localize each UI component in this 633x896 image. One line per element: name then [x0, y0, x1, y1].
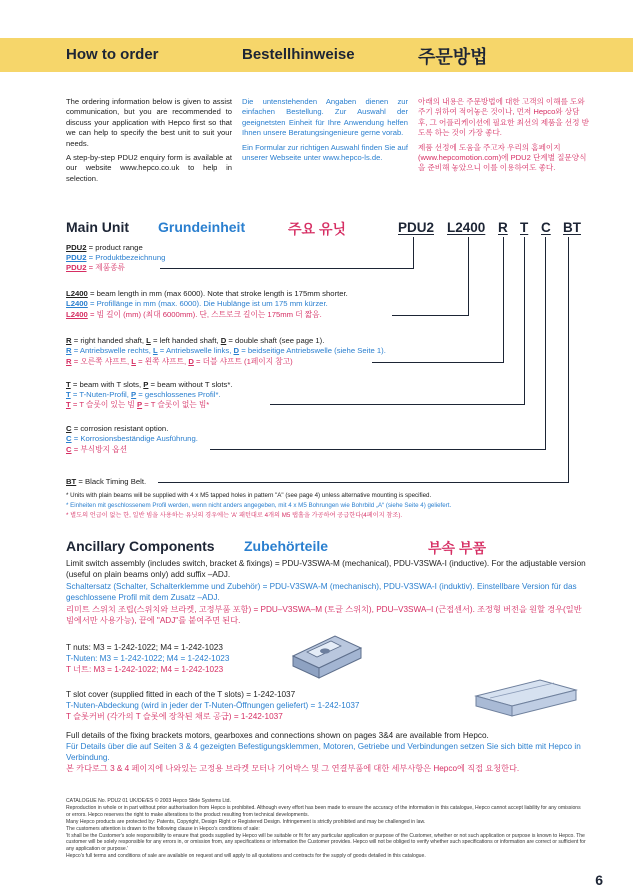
- connector-line: [392, 315, 469, 316]
- connector-line: [468, 237, 469, 315]
- note-ko: * 별도의 언급이 없는 한, 일반 빔을 사용하는 유닛의 경우에는 'A' 패턴대로 4개의 M5 탭홀을 가공하여 공급한다(4페이지 참조).: [66, 512, 403, 519]
- intro-de-p1: Die untenstehenden Angaben dienen zur einfachen Bestellung. Zur Auswahl der geeignetsten Einheit für Ihre Anwendung helfen Ihnen unsere Beratungsingenieure gerne vorab.: [242, 97, 408, 138]
- tnuts-en: T nuts: M3 = 1-242-1022; M4 = 1-242-1023: [66, 643, 223, 652]
- footer-legal: [66, 798, 586, 860]
- code-pdu2: PDU2: [398, 220, 435, 235]
- slot-cover-de: T-Nuten-Abdeckung (wird in jeder der T-Nuten-Öffnungen geliefert) = 1-242-1037: [66, 701, 360, 710]
- title-ko: 주문방법: [418, 47, 488, 67]
- slot-cover-ko: T 슬롯커버 (각가의 T 슬롯에 장착된 채로 공급) = 1-242-1037: [66, 712, 283, 721]
- intro-en-p1: The ordering information below is given to assist communication, but you are recommended to discuss your application with Hepco first so that we can help to specify the best unit to suit your needs.: [66, 97, 232, 148]
- full-details-de: Für Details über die auf Seiten 3 & 4 gezeigten Befestigungsklemmen, Motoren, Getriebe und Verbindungen setzen Sie sich bitte mit Hepco in Verbindung.: [66, 742, 581, 762]
- footer-line: 'It shall be the Customer's sole responsibility to ensure that goods supplied by Hepco will be suitable or fit for any particular application or purpose of the Customer, whether or not such application or purpose is known to Hepco. The customer will be solely responsible for any errors in, or omission from, any specifications or information the Customer provides. Hepco will not be obliged to verify whether such specifications or information are correct or sufficient for any application or purpose.': [66, 832, 586, 853]
- code-corrosion: C: [541, 220, 551, 235]
- connector-line: [413, 237, 414, 268]
- ancillary-heading-ko: 부속 부품: [428, 540, 486, 556]
- limit-switch-ko: 리미트 스위치 조립(스위치와 브라켓, 고정부품 포함) = PDU–V3SWA–M (토글 스위치), PDU–V3SWA–I (근접센서). 조정형 버전을 원할 경우(일반 빔에서만 사용가능), 끝에 "ADJ"를 붙여주면 된다.: [66, 605, 582, 625]
- full-details-ko: 본 카다로그 3 & 4 페이지에 나와있는 고정용 브라켓 모터나 기어박스 및 그 연결부품에 대한 세부사항은 Hepco에 직접 요청한다.: [66, 764, 520, 773]
- full-details-en: Full details of the fixing brackets motors, gearboxes and connections shown on pages 3&4 are available from Hepco.: [66, 731, 489, 740]
- footer-line: The customers attention is drawn to the following clause in Hepco's conditions of sale:: [66, 825, 260, 832]
- code-length: L2400: [447, 220, 486, 235]
- product-range-en: PDU2 = product range: [66, 243, 143, 252]
- code-beam-type: T: [520, 220, 529, 235]
- beam-length-ko: L2400 = 빔 길이 (mm) (최대 6000mm). 단, 스트로크 길이는 175mm 더 짧음.: [66, 310, 322, 319]
- corrosion-ko: C = 부식방지 옵션: [66, 445, 128, 454]
- connector-line: [160, 268, 414, 269]
- note-en: * Units with plain beams will be supplied with 4 x M5 tapped holes in pattern "A" (see page 4) unless alternative mounting is specified.: [66, 492, 432, 499]
- slot-cover-en: T slot cover (supplied fitted in each of the T slots) = 1-242-1037: [66, 690, 296, 699]
- intro-ko-p2: 제품 선정에 도움을 주고자 우리의 홈페이지(www.hepcomotion.com)에 PDU2 단계별 질문양식을 준비해 놓았으니 이를 이용하여도 좋다.: [418, 142, 587, 173]
- shaft-de: R = Antriebswelle rechts, L = Antriebswelle links, D = beidseitige Antriebswelle (siehe Seite 1).: [66, 346, 386, 355]
- product-range-ko: PDU2 = 제품종류: [66, 263, 125, 272]
- beam-length-de: L2400 = Profillänge in mm (max. 6000). Die Hublänge ist um 175 mm kürzer.: [66, 299, 328, 308]
- main-unit-heading-en: Main Unit: [66, 219, 129, 235]
- ancillary-heading-en: Ancillary Components: [66, 538, 215, 554]
- connector-line: [545, 237, 546, 450]
- connector-line: [524, 237, 525, 405]
- intro-ko: [418, 97, 590, 178]
- footer-line: Hepco's full terms and conditions of sale are available on request and will apply to all quotations and contracts for the supply of goods detailed in this catalogue.: [66, 853, 426, 860]
- footer-line: Many Hepco products are protected by: Patents, Copyright, Design Right or Registered Design. Infringement is strictly prohibited and may be challenged in law.: [66, 818, 426, 825]
- tnuts-ko: T 너트: M3 = 1-242-1022; M4 = 1-242-1023: [66, 665, 224, 674]
- connector-line: [158, 482, 569, 483]
- code-belt: BT: [563, 220, 581, 235]
- beam-type-en: T = beam with T slots, P = beam without T slots*.: [66, 380, 233, 389]
- belt-en: BT = Black Timing Belt.: [66, 477, 147, 486]
- shaft-en: R = right handed shaft, L = left handed shaft, D = double shaft (see page 1).: [66, 336, 325, 345]
- tnuts-de: T-Nuten: M3 = 1-242-1022; M4 = 1-242-1023: [66, 654, 230, 663]
- beam-length-en: L2400 = beam length in mm (max 6000). Note that stroke length is 175mm shorter.: [66, 289, 348, 298]
- intro-en-p2: A step-by-step PDU2 enquiry form is available at our website www.hepco.co.uk to help in selection.: [66, 153, 232, 183]
- intro-de: [242, 97, 408, 167]
- connector-line: [503, 237, 504, 363]
- code-shaft: R: [498, 220, 508, 235]
- intro-en: [66, 97, 232, 188]
- beam-type-de: T = T-Nuten-Profil, P = geschlossenes Profil*.: [66, 390, 221, 399]
- limit-switch-de: Schaltersatz (Schalter, Schalterklemme und Zubehör) = PDU-V3SWA-M (mechanisch), PDU-V3SWA-I (induktiv). Einstellbare Version für das geschlossene Profil mit dem Zusatz –ADJ.: [66, 582, 577, 602]
- page-number: 6: [595, 872, 603, 888]
- connector-line: [210, 449, 546, 450]
- shaft-ko: R = 오른쪽 샤프트, L = 왼쪽 샤프트, D = 더블 샤프트 (1페이지 참고): [66, 357, 293, 366]
- intro-de-p2: Ein Formular zur richtigen Auswahl finden Sie auf unserer Webseite unter www.hepco-ls.de.: [242, 142, 408, 163]
- t-nut-illustration: [285, 630, 365, 682]
- t-slot-cover-illustration: [470, 676, 582, 720]
- footer-line: Reproduction in whole or in part without prior authorisation from Hepco is prohibited. Although every effort has been made to ensure the accuracy of the information in this catalogue, Hepco cannot accept liability for any omissions or errors. Hepco reserves the right to make alterations to the product resulting from technical developments.: [66, 804, 581, 818]
- main-unit-heading-ko: 주요 유닛: [288, 221, 346, 237]
- connector-line: [372, 362, 504, 363]
- intro-ko-p1: 아래의 내용은 주문방법에 대한 고객의 이해를 도와주기 위하여 적어놓은 것이나, 먼저 Hepco와 상담 후, 그 어플리케이션에 필요한 최선의 제품을 선정 받도록 하는 것이 가장 좋다.: [418, 97, 589, 138]
- corrosion-de: C = Korrosionsbeständige Ausführung.: [66, 434, 198, 443]
- title-en: How to order: [66, 46, 159, 63]
- product-range-de: PDU2 = Produktbezeichnung: [66, 253, 166, 262]
- connector-line: [568, 237, 569, 483]
- connector-line: [270, 404, 525, 405]
- limit-switch-en: Limit switch assembly (includes switch, bracket & fixings) = PDU-V3SWA-M (mechanical), PDU-V3SWA-I (inductive). For the adjustable version (useful on plain beams only) add suffix –ADJ.: [66, 559, 586, 579]
- note-de: * Einheiten mit geschlossenem Profil werden, wenn nicht anders angegeben, mit 4 x M5 Bohrungen wie Bohrbild „A“ (siehe Seite 4) geliefert.: [66, 502, 452, 509]
- beam-type-ko: T = T 슬롯이 있는 빔 P = T 슬롯이 없는 빔*: [66, 400, 210, 409]
- ancillary-heading-de: Zubehörteile: [244, 538, 329, 554]
- footer-line: CATALOGUE No. PDU2 01 UK/DE/ES © 2003 Hepco Slide Systems Ltd.: [66, 798, 231, 804]
- main-unit-heading-de: Grundeinheit: [158, 219, 246, 235]
- corrosion-en: C = corrosion resistant option.: [66, 424, 169, 433]
- title-de: Bestellhinweise: [242, 46, 355, 63]
